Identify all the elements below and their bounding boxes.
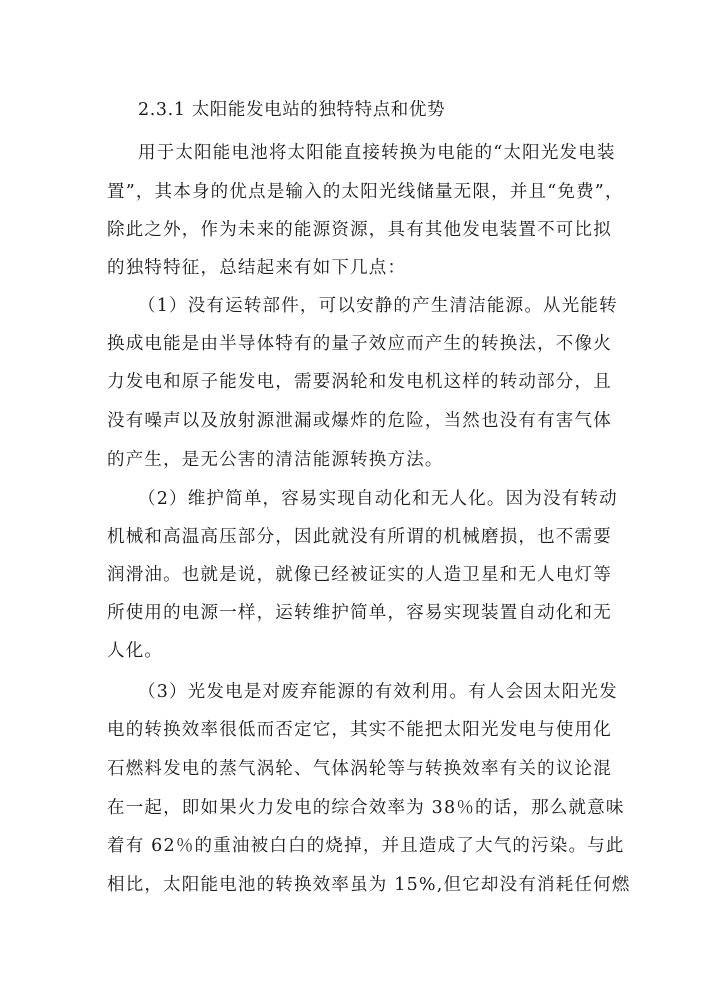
paragraph-line: 着有 62％的重油被白白的烧掉，并且造成了大气的污染。与此	[107, 836, 625, 856]
paragraph-line: 没有噪声以及放射源泄漏或爆炸的危险，当然也没有有害气体	[107, 411, 612, 431]
paragraph-line: 人化。	[107, 641, 164, 661]
paragraph-line: 机械和高温高压部分，因此就没有所谓的机械磨损，也不需要	[107, 527, 612, 547]
paragraph-line: （1）没有运转部件，可以安静的产生清洁能源。从光能转	[138, 296, 618, 316]
paragraph-line: 除此之外，作为未来的能源资源，具有其他发电装置不可比拟	[107, 220, 612, 240]
section-heading: 2.3.1 太阳能发电站的独特特点和优势	[138, 100, 446, 120]
paragraph-line: 所使用的电源一样，运转维护简单，容易实现装置自动化和无	[107, 603, 612, 623]
paragraph-line: 电的转换效率很低而否定它，其实不能把太阳光发电与使用化	[107, 720, 612, 740]
paragraph-line: 置”，其本身的优点是输入的太阳光线储量无限，并且“免费”，	[107, 182, 624, 202]
paragraph-line: 相比，太阳能电池的转换效率虽为 15%,但它却没有消耗任何燃	[107, 875, 631, 895]
paragraph-line: 在一起，即如果火力发电的综合效率为 38％的话，那么就意味	[107, 798, 625, 818]
paragraph-line: 润滑油。也就是说，就像已经被证实的人造卫星和无人电灯等	[107, 565, 612, 585]
paragraph-line: 用于太阳能电池将太阳能直接转换为电能的“太阳光发电装	[138, 143, 616, 163]
paragraph-line: 的产生，是无公害的清洁能源转换方法。	[107, 450, 444, 470]
paragraph-line: （3）光发电是对废弃能源的有效利用。有人会因太阳光发	[138, 682, 618, 702]
paragraph-line: 石燃料发电的蒸气涡轮、气体涡轮等与转换效率有关的议论混	[107, 759, 612, 779]
paragraph-line: 力发电和原子能发电，需要涡轮和发电机这样的转动部分，且	[107, 372, 612, 392]
paragraph-line: 的独特特征，总结起来有如下几点：	[107, 258, 407, 278]
paragraph-line: 换成电能是由半导体特有的量子效应而产生的转换法，不像火	[107, 334, 612, 354]
paragraph-line: （2）维护简单，容易实现自动化和无人化。因为没有转动	[138, 489, 618, 509]
